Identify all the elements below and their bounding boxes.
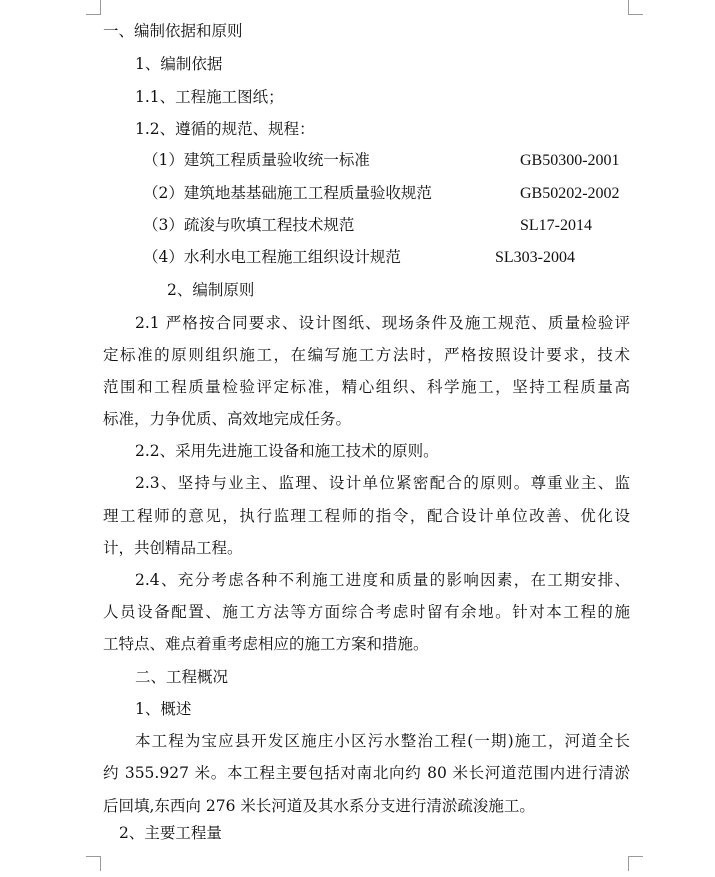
section1-heading: 一、编制依据和原则 bbox=[103, 22, 243, 40]
p24-line-1: 2.4、充分考虑各种不利施工进度和质量的影响因素，在工期安排、 bbox=[135, 571, 630, 589]
spec-item-2-code: GB50202-2002 bbox=[520, 185, 620, 202]
p21-line-1: 2.1 严格按合同要求、设计图纸、现场条件及施工规范、质量检验评 bbox=[135, 314, 630, 332]
drawings-item: 1.1、工程施工图纸； bbox=[135, 88, 284, 106]
crop-mark-bottom-right bbox=[628, 856, 643, 871]
p23-line-3: 计，共创精品工程。 bbox=[103, 539, 243, 557]
overview-line-2: 约 355.927 米。本工程主要包括对南北向约 80 米长河道范围内进行清淤 bbox=[103, 764, 630, 782]
crop-mark-bottom-left bbox=[86, 856, 101, 871]
specs-heading: 1.2、遵循的规范、规程： bbox=[135, 120, 315, 138]
p24-line-3: 工特点、难点着重考虑相应的施工方案和措施。 bbox=[103, 635, 429, 653]
spec-item-2-label: （2）建筑地基基础施工工程质量验收规范 bbox=[143, 184, 432, 202]
p23-line-2: 理工程师的意见，执行监理工程师的指令，配合设计单位改善、优化设 bbox=[103, 507, 630, 525]
p21-line-4: 标准，力争优质、高效地完成任务。 bbox=[103, 410, 352, 428]
section2-heading: 二、工程概况 bbox=[135, 668, 229, 686]
quantities-heading: 2、主要工程量 bbox=[119, 824, 222, 842]
overview-line-3: 后回填,东西向 276 米长河道及其水系分支进行清淤疏浚施工。 bbox=[103, 797, 535, 815]
spec-item-3-code: SL17-2014 bbox=[520, 217, 592, 234]
basis-heading: 1、编制依据 bbox=[135, 55, 223, 73]
crop-mark-top-left bbox=[86, 0, 101, 15]
p24-line-2: 人员设备配置、施工方法等方面综合考虑时留有余地。针对本工程的施 bbox=[103, 603, 630, 621]
spec-item-1-label: （1）建筑工程质量验收统一标准 bbox=[143, 151, 370, 169]
spec-item-1-code: GB50300-2001 bbox=[520, 152, 620, 169]
overview-line-1: 本工程为宝应县开发区施庄小区污水整治工程(一期)施工，河道全长 bbox=[135, 732, 630, 750]
p22-line: 2.2、采用先进施工设备和施工技术的原则。 bbox=[135, 442, 439, 460]
spec-item-4-label: （4）水利水电工程施工组织设计规范 bbox=[143, 248, 401, 266]
crop-mark-top-right bbox=[628, 0, 643, 15]
overview-heading: 1、概述 bbox=[135, 700, 192, 718]
p21-line-2: 定标准的原则组织施工，在编写施工方法时，严格按照设计要求，技术 bbox=[103, 346, 630, 364]
spec-item-3-label: （3）疏浚与吹填工程技术规范 bbox=[143, 216, 355, 234]
p23-line-1: 2.3、坚持与业主、监理、设计单位紧密配合的原则。尊重业主、监 bbox=[135, 474, 630, 492]
spec-item-4-code: SL303-2004 bbox=[495, 249, 575, 266]
principles-heading: 2、编制原则 bbox=[167, 281, 255, 299]
p21-line-3: 范围和工程质量检验评定标准，精心组织、科学施工，坚持工程质量高 bbox=[103, 378, 630, 396]
